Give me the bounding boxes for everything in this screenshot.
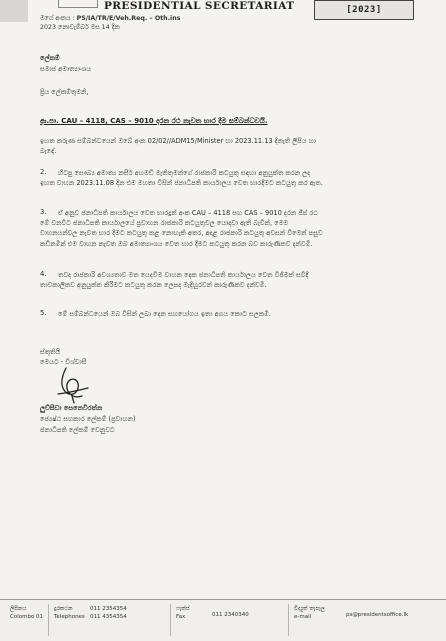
my-reference [40,15,180,24]
scan-corner-mark [0,0,28,22]
fax-value: 011 2340340 [212,612,249,618]
paragraph-3 [40,208,400,249]
paragraph-3-number: 3. [40,208,47,216]
footer-fax-label [176,606,190,622]
paragraph-3-line-1: ඒ අනුව ජනාධිපති කාර්යාලය වෙත භාරදුන් අංක CAU – 4118 සහ CAS – 9010 දරන ජීප් රථ [58,209,318,217]
signatory-name: ලුව්සීඩා සෙනෙවිරත්න [40,404,103,412]
recipient-org: සමාජ අමාත්‍යාංශය [40,65,92,73]
closing-thanks: ස්තුතියි [40,348,61,356]
paragraph-3-line-3: වාහනයන්වල නැවත භාර දීමට කටයුතු කළ නොහැකි අතර, අදාළ රාජකාරි කටයුතු අවසන් වීමෙන් පසුව [40,229,323,238]
footer-address-line-2: Colombo 01 [10,613,44,620]
footer-divider [48,604,49,636]
footer-address-line-1: ලිපිනය [10,606,27,612]
paragraph-3-line-4: කඩිනමින් එම වාහන නැවත ඔබ අමාත්‍යාංශය වෙත භාර දීමට කටයුතු කරන බව කාරුණිකව දන්වමි. [40,239,313,248]
closing-faithfully: මෙයට - විශ්වාසී [40,358,87,366]
paragraph-2-number: 2. [40,168,47,176]
footer-divider [288,604,289,636]
paragraph-2-line-1: හිටපු සෞඛ්‍ය අමාත්‍ය නසීර් අහමඩ් මැතිතුමන්ගේ රාජකාරි කටයුතු සඳහා අනුයුක්ත කරන ලද [58,169,311,177]
footer-address [10,606,43,622]
reference-block [40,15,180,32]
my-ref-value: PS/IA/TR/E/Veh.Req. – Oth.ins [76,15,181,22]
letter-date: 2023 නොවැම්බර් මස 14 දින [40,23,120,31]
recipient-title: ලේකම් [40,54,60,62]
org-title: PRESIDENTIAL SECRETARIAT [104,0,295,12]
fax-label-si: ෆැක්ස් [176,606,190,612]
footer-telephone-label [54,606,85,622]
footer-email-label [294,606,325,622]
paragraph-4-number: 4. [40,270,47,278]
tel-2: 011 4354354 [90,613,127,620]
paragraph-5 [58,309,400,319]
paragraph-4 [40,270,400,290]
letterhead-footer [0,599,446,641]
tel-label-en: Telephones [54,613,85,620]
email-label-en: e-mail [294,613,312,620]
paragraph-2 [40,168,400,188]
tel-1: 011 2354354 [90,606,127,612]
paragraph-4-line-1: තවද රාජකාරි අවශ්‍යතාව මත යෙදවීම වාහන දෙක ජනාධිපති කාර්යාලය වෙත වීජිමක් සවිදී [58,271,309,279]
paragraph-1 [40,136,400,156]
subject-line: ආ.පා. CAU – 4118, CAS – 9010 දරන රථ නැවත භාර දීම සම්බන්ධවයි. [40,117,268,125]
stamp-box: [2023] [314,0,414,20]
handwritten-signature [52,366,92,404]
paragraph-4-line-2: තාවකාලිකව අනුයුක්ත කිරීමට කටයුතු කරන ලෙසද මැදිහුරවන් කාරුණිකව දන්වමි. [40,281,267,290]
fax-label-en: Fax [176,613,186,620]
signatory-on-behalf: ජනාධිපති ලේකම් වෙනුවට [40,426,115,434]
email-value: ps@presidentsoffice.lk [346,612,409,618]
paragraph-1-line-2: බැඳේ. [40,147,57,156]
email-label-si: විද්‍යුත් තැපෑල [294,606,325,612]
emblem-placeholder [58,0,98,8]
paragraph-5-number: 5. [40,309,47,317]
tel-label-si: දුරකථන [54,606,73,612]
signatory-designation: ජ්‍යෙෂ්ඨ සහකාර ලේකම් (ප්‍රවාහන) [40,415,136,423]
my-ref-label: මගේ අංකය : [40,15,75,22]
paragraph-3-line-2: මේ වනවිට ජනාධිපති කාර්යාලයේ ප්‍රවාහන රාජකාරි කටයුතුවල යොදවා ඇති බැවින්, මෙම [40,219,289,228]
paragraph-5-line-1: මේ සම්බන්ධයෙන් ඔබ විසින් ලබා දෙන සහයෝගය ඉතා අගය කොට සලකමි. [58,310,272,318]
salutation: ප්‍රිය ලේකම්තුමනි, [40,88,89,96]
paragraph-2-line-2: ඉහත වාහන 2023.11.08 දින එම මහතා විසින් ජනාධිපති කාර්යාලය වෙත භාරදීමට කටයුතු කර ඇත. [40,179,323,188]
footer-telephone-values [90,606,127,622]
paragraph-1-line-1: ඉහත කරුණ සම්බන්ධයෙන් ඔබේ අංක 02/02//ADM15/Minister හා 2023.11.13 දිනැති ලිපිය හා [40,137,316,145]
footer-divider [170,604,171,636]
